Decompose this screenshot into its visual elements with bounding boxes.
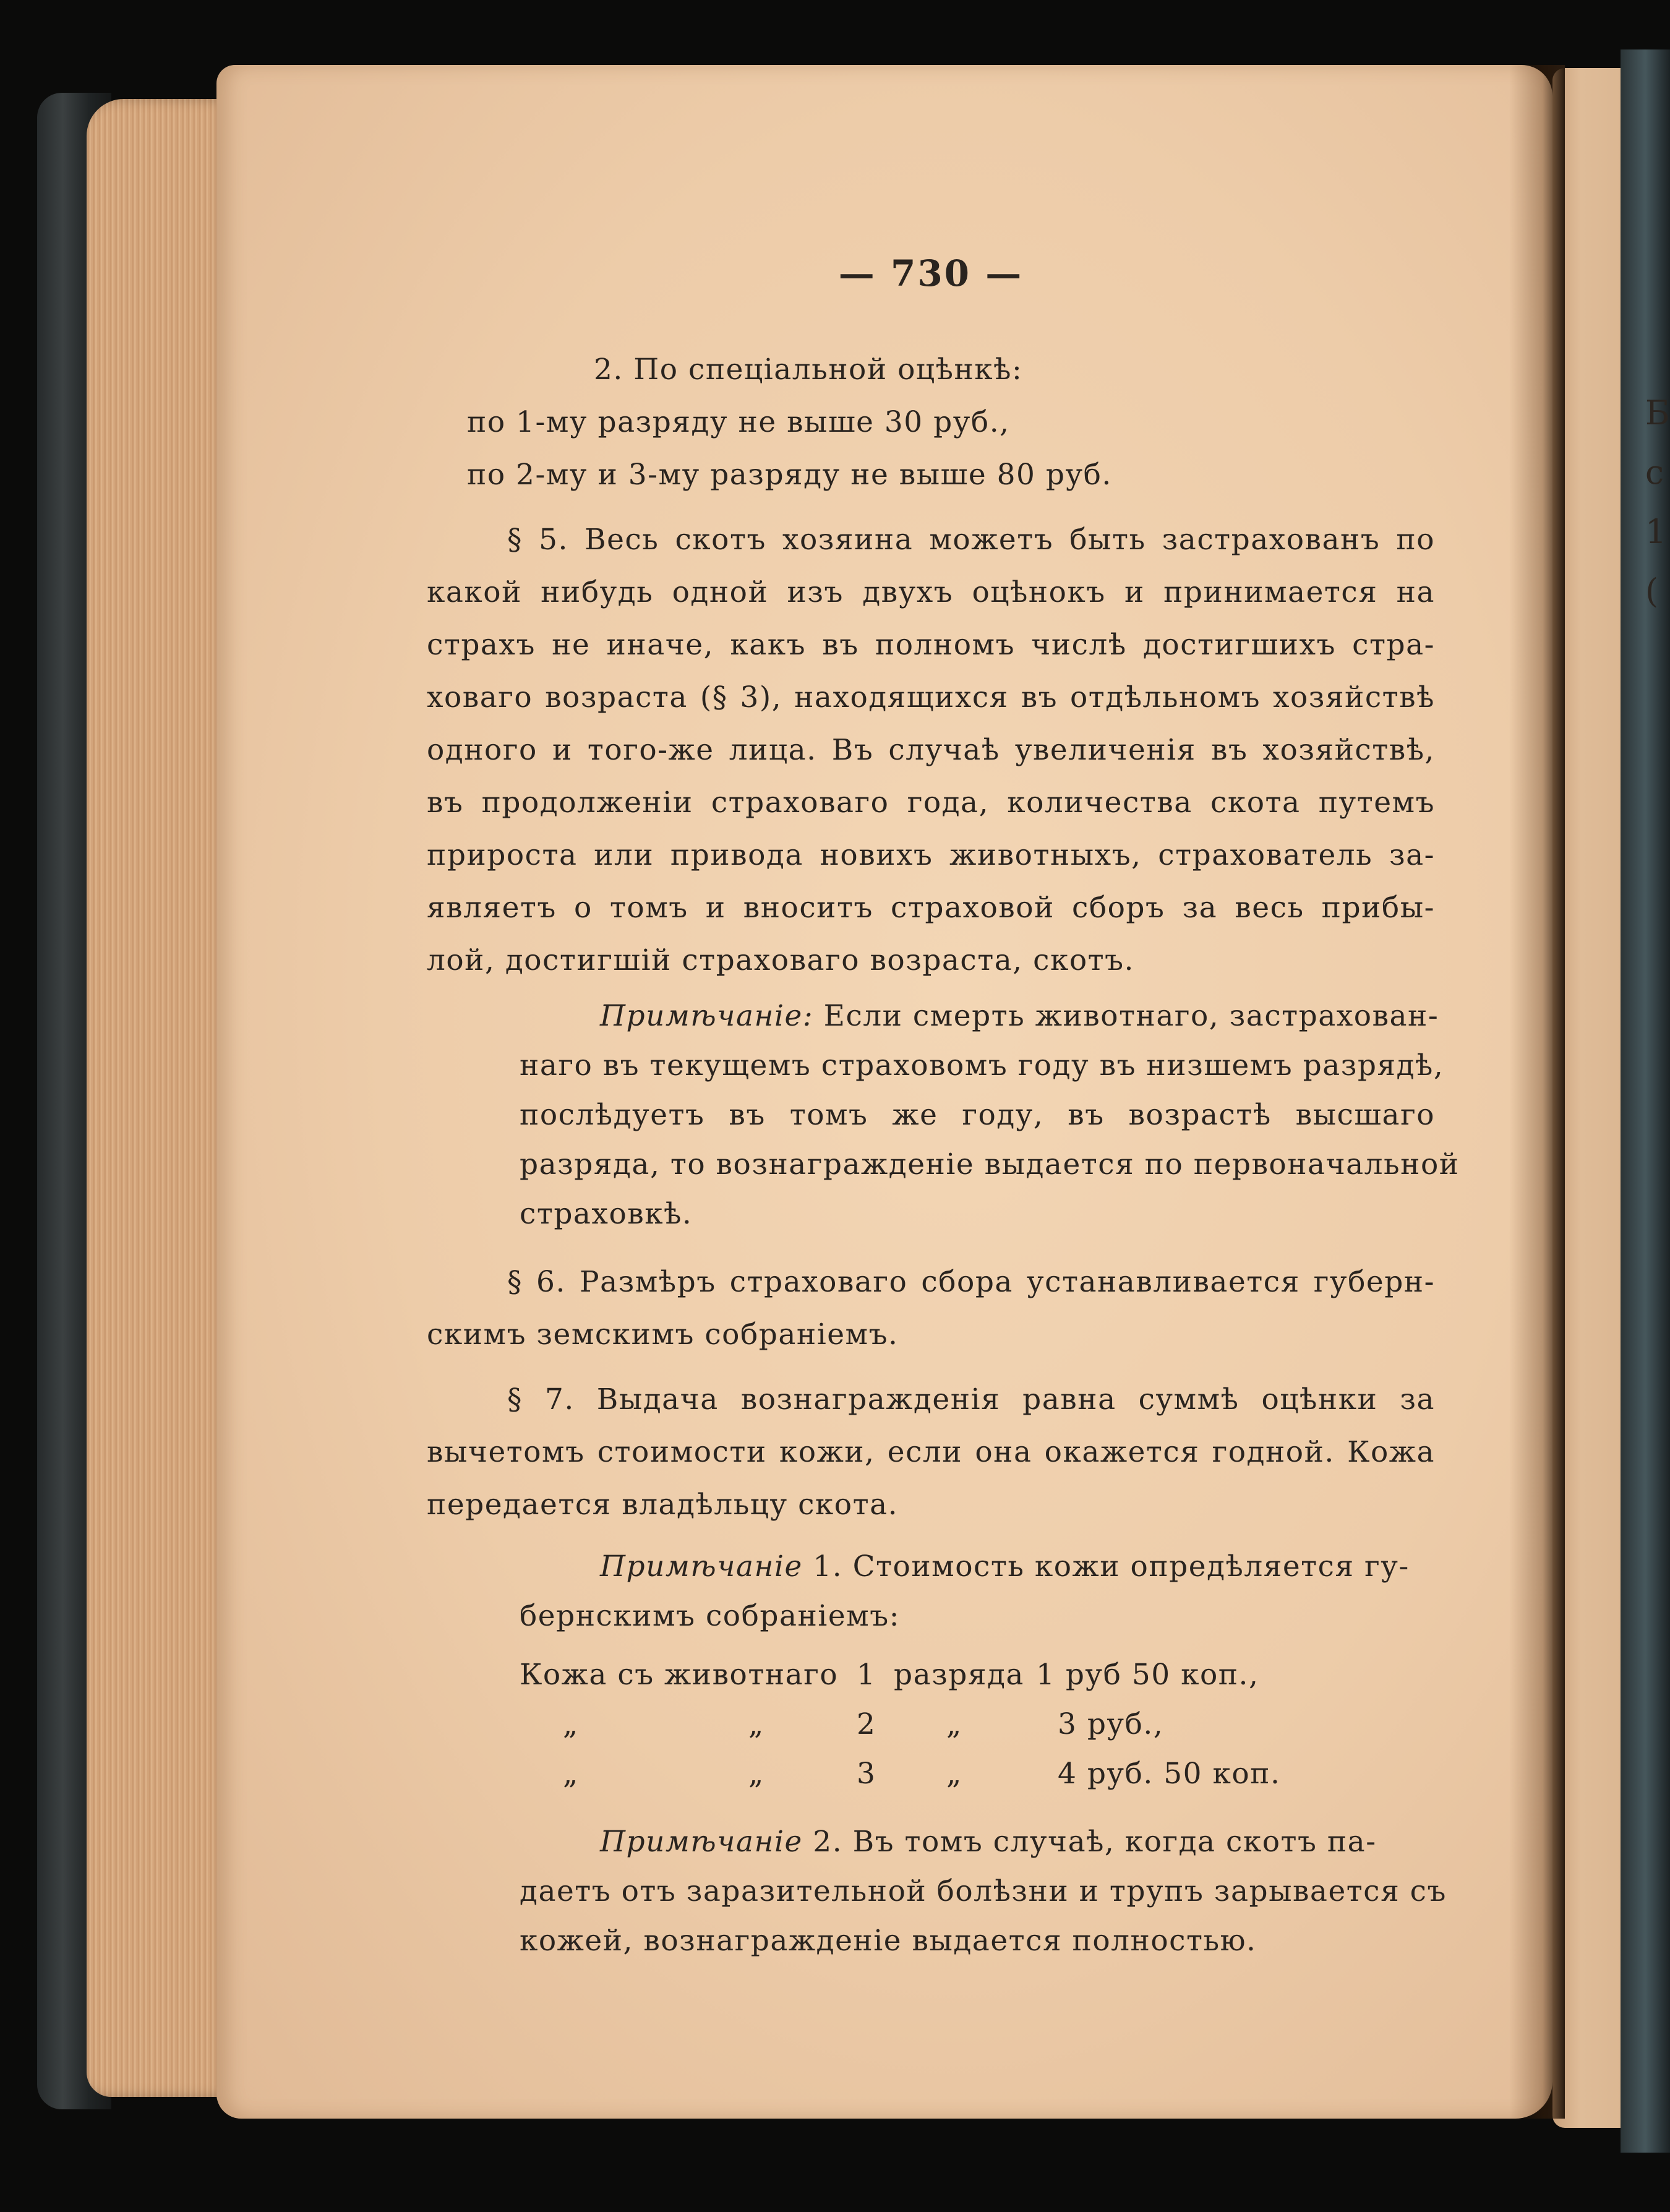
table-price: 3 руб., xyxy=(1058,1707,1164,1741)
section5-note-line: разряда, то вознагражденіе выдается по первоначальной xyxy=(520,1147,1460,1181)
section5-line: страхъ не иначе, какъ въ полномъ числѣ достигшихъ стра- xyxy=(427,628,1435,662)
table-category: 3 xyxy=(857,1757,876,1791)
section5-line: являетъ о томъ и вноситъ страховой сборъ за весь прибы- xyxy=(427,891,1435,925)
section7-note1-line: бернскимъ собраніемъ: xyxy=(520,1599,900,1633)
page-number: — 730 — xyxy=(838,252,1024,294)
section6-line: § 6. Размѣръ страховаго сбора устанавливается губерн- xyxy=(507,1265,1435,1299)
table-ditto: „ xyxy=(748,1707,764,1741)
facing-letter: 1 xyxy=(1645,512,1667,551)
facing-letter: Б xyxy=(1645,393,1670,432)
section5-line: одного и того-же лица. Въ случаѣ увеличенія въ хозяйствѣ, xyxy=(427,733,1435,767)
table-ditto: „ xyxy=(946,1707,962,1741)
table-item: Кожа съ животнаго xyxy=(520,1658,839,1692)
table-ditto: „ xyxy=(563,1757,579,1791)
note-label: Примѣчаніе xyxy=(600,1550,803,1584)
rating-line: по 2-му и 3-му разряду не выше 80 руб. xyxy=(467,458,1112,492)
section7-note2-line: даетъ отъ заразительной болѣзни и трупъ зарывается съ xyxy=(520,1874,1447,1908)
note-text: 2. Въ томъ случаѣ, когда скотъ па- xyxy=(813,1825,1377,1859)
table-ditto: „ xyxy=(563,1707,579,1741)
section6-line: скимъ земскимъ собраніемъ. xyxy=(427,1318,899,1352)
book-cover-edge xyxy=(1621,49,1670,2153)
section5-note-line: послѣдуетъ въ томъ же году, въ возрастѣ высшаго xyxy=(520,1098,1435,1132)
table-row xyxy=(520,1747,1435,1800)
table-category: 1 xyxy=(857,1658,876,1692)
facing-letter: с xyxy=(1645,453,1664,492)
table-row xyxy=(520,1698,1435,1751)
table-word: разряда xyxy=(894,1658,1024,1692)
section7-note2 xyxy=(600,1815,1377,1868)
special-rating-heading: 2. По спеціальной оцѣнкѣ: xyxy=(594,353,1023,387)
section5-line: какой нибудь одной изъ двухъ оцѣнокъ и принимается на xyxy=(427,575,1435,609)
section5-line: § 5. Весь скотъ хозяина можетъ быть застрахованъ по xyxy=(507,523,1435,557)
note-text: 1. Стоимость кожи опредѣляется гу- xyxy=(813,1550,1410,1584)
section7-note2-line: кожей, вознагражденіе выдается полностью. xyxy=(520,1924,1257,1958)
page-edges xyxy=(87,99,229,2097)
facing-letter: ( xyxy=(1645,572,1659,611)
facing-page-letters xyxy=(1645,384,1670,621)
note-label: Примѣчаніе: xyxy=(600,999,814,1033)
table-ditto: „ xyxy=(946,1757,962,1791)
note-text: Если смерть животнаго, застрахован- xyxy=(823,999,1439,1033)
section7-line: § 7. Выдача вознагражденія равна суммѣ оцѣнки за xyxy=(507,1382,1435,1417)
section7-note1 xyxy=(600,1540,1410,1593)
table-price: 1 руб 50 коп., xyxy=(1036,1658,1259,1692)
section5-line: прироста или привода новихъ животныхъ, страхователь за- xyxy=(427,838,1435,872)
section5-note xyxy=(600,990,1439,1042)
table-category: 2 xyxy=(857,1707,876,1741)
section5-note-line: страховкѣ. xyxy=(520,1197,693,1231)
section5-line: лой, достигшій страховаго возраста, скотъ. xyxy=(427,943,1134,977)
section5-line: въ продолженіи страховаго года, количества скота путемъ xyxy=(427,786,1435,820)
note-label: Примѣчаніе xyxy=(600,1825,803,1859)
section5-note-line: наго въ текущемъ страховомъ году въ низшемъ разрядѣ, xyxy=(520,1048,1444,1082)
section5-line: ховаго возраста (§ 3), находящихся въ отдѣльномъ хозяйствѣ xyxy=(427,680,1435,714)
table-row xyxy=(520,1648,1435,1701)
table-ditto: „ xyxy=(748,1757,764,1791)
section7-line: вычетомъ стоимости кожи, если она окажется годной. Кожа xyxy=(427,1435,1435,1469)
table-price: 4 руб. 50 коп. xyxy=(1058,1757,1281,1791)
rating-line: по 1-му разряду не выше 30 руб., xyxy=(467,405,1010,439)
section7-line: передается владѣльцу скота. xyxy=(427,1488,899,1522)
page-gutter xyxy=(1509,65,1565,2119)
